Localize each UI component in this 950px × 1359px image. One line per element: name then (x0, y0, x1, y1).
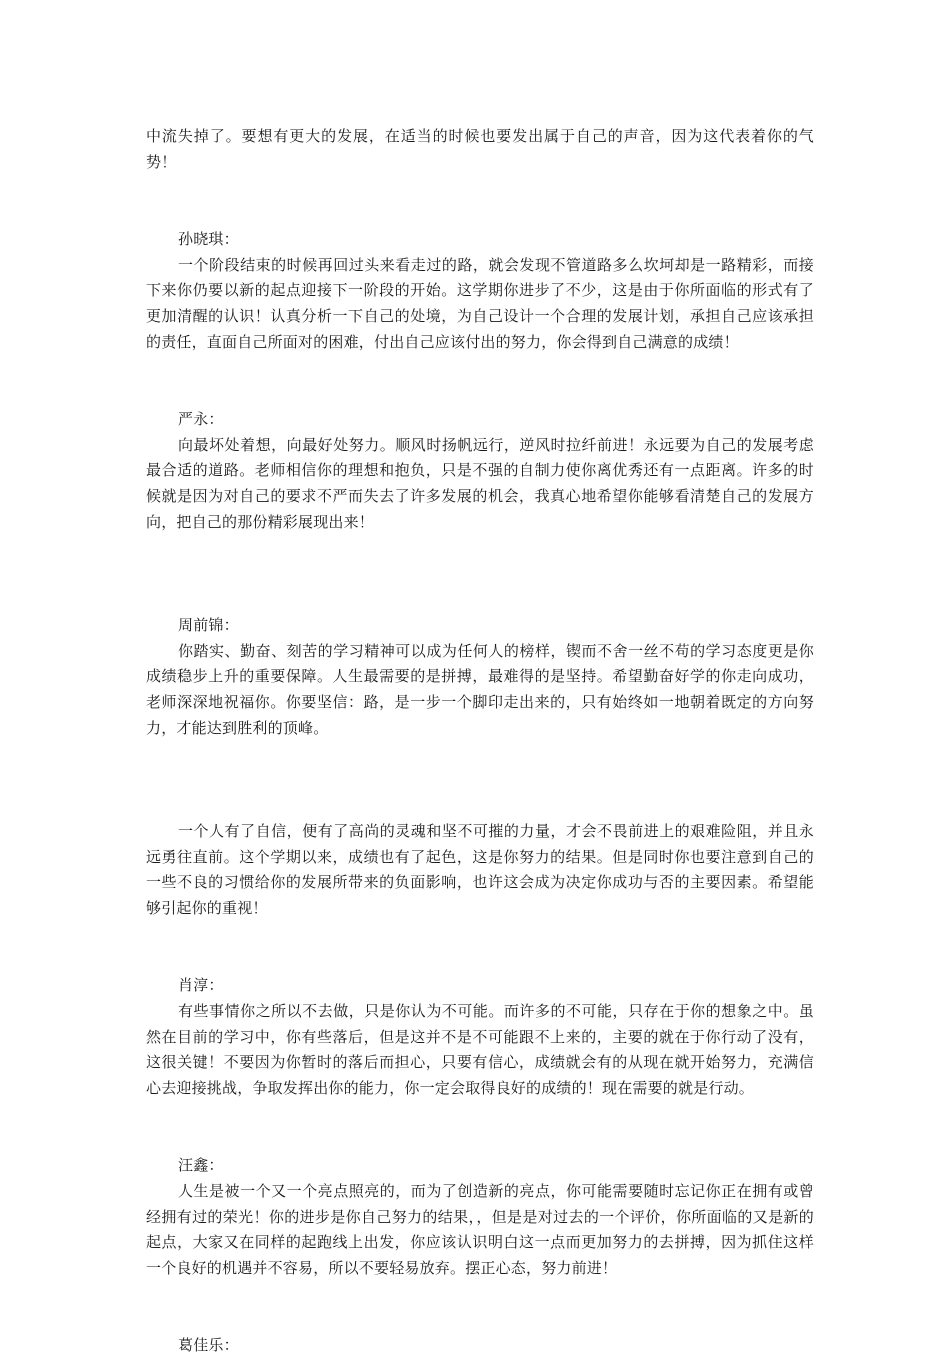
document-body (146, 124, 814, 1359)
teacher-comment: 你踏实、勤奋、刻苦的学习精神可以成为任何人的榜样，锲而不舍一丝不苟的学习态度更是你成绩稳步上升的重要保障。人生最需要的是拼搏，最难得的是坚持。希望勤奋好学的你走向成功，老师深深地祝福你。你要坚信：路，是一步一个脚印走出来的，只有始终如一地朝着既定的方向努力，才能达到胜利的顶峰。 (146, 641, 814, 737)
spacer (146, 1281, 814, 1333)
spacer (146, 741, 814, 793)
teacher-comment: 人生是被一个又一个亮点照亮的，而为了创造新的亮点，你可能需要随时忘记你正在拥有或曾经拥有过的荣光！你的进步是你自己努力的结果，，但是是对过去的一个评价，你所面临的又是新的起点，大家又在同样的起跑线上出发，你应该认识明白这一点而更加努力的去拼搏，因为抓住这样一个良好的机遇并不容易，所以不要轻易放弃。摆正心态，努力前进！ (146, 1182, 814, 1277)
student-name: 孙晓琪： (178, 230, 239, 249)
student-name: 严永： (178, 410, 224, 429)
student-name: 周前锦： (178, 616, 239, 635)
spacer (146, 535, 814, 587)
student-name: 汪鑫： (178, 1156, 224, 1175)
spacer (146, 1101, 814, 1153)
spacer (146, 587, 814, 613)
spacer (146, 793, 814, 819)
spacer (146, 921, 814, 973)
teacher-comment: 有些事情你之所以不去做，只是你认为不可能。而许多的不可能，只存在于你的想象之中。虽然在目前的学习中，你有些落后，但是这并不是不可能跟不上来的，主要的就在于你行动了没有，这很关键！不要因为你暂时的落后而担心，只要有信心，成绩就会有的从现在就开始努力，充满信心去迎接挑战，争取发挥出你的能力，你一定会取得良好的成绩的！现在需要的就是行动。 (146, 1002, 814, 1097)
teacher-comment: 一个阶段结束的时候再回过头来看走过的路，就会发现不管道路多么坎坷却是一路精彩，而接下来你仍要以新的起点迎接下一阶段的开始。这学期你进步了不少，这是由于你所面临的形式有了更加清醒的认识！认真分析一下自己的处境，为自己设计一个合理的发展计划，承担自己应该承担的责任，直面自己所面对的困难，付出自己应该付出的努力，你会得到自己满意的成绩！ (146, 255, 814, 351)
teacher-comment: 一个人有了自信，便有了高尚的灵魂和坚不可摧的力量，才会不畏前进上的艰难险阻，并且永远勇往直前。这个学期以来，成绩也有了起色，这是你努力的结果。但是同时你也要注意到自己的一些不良的习惯给你的发展所带来的负面影响，也许这会成为决定你成功与否的主要因素。希望能够引起你的重视！ (146, 822, 814, 917)
spacer (146, 175, 814, 227)
spacer (146, 355, 814, 407)
opening-paragraph: 中流失掉了。要想有更大的发展，在适当的时候也要发出属于自己的声音，因为这代表着你的气势！ (146, 127, 814, 171)
student-name: 葛佳乐： (178, 1336, 239, 1355)
teacher-comment: 向最坏处着想，向最好处努力。顺风时扬帆远行，逆风时拉纤前进！永远要为自己的发展考虑最合适的道路。老师相信你的理想和抱负，只是不强的自制力使你离优秀还有一点距离。许多的时候就是因为对自己的要求不严而失去了许多发展的机会，我真心地希望你能够看清楚自己的发展方向，把自己的那份精彩展现出来！ (146, 435, 814, 531)
student-name: 肖淳： (178, 976, 224, 995)
